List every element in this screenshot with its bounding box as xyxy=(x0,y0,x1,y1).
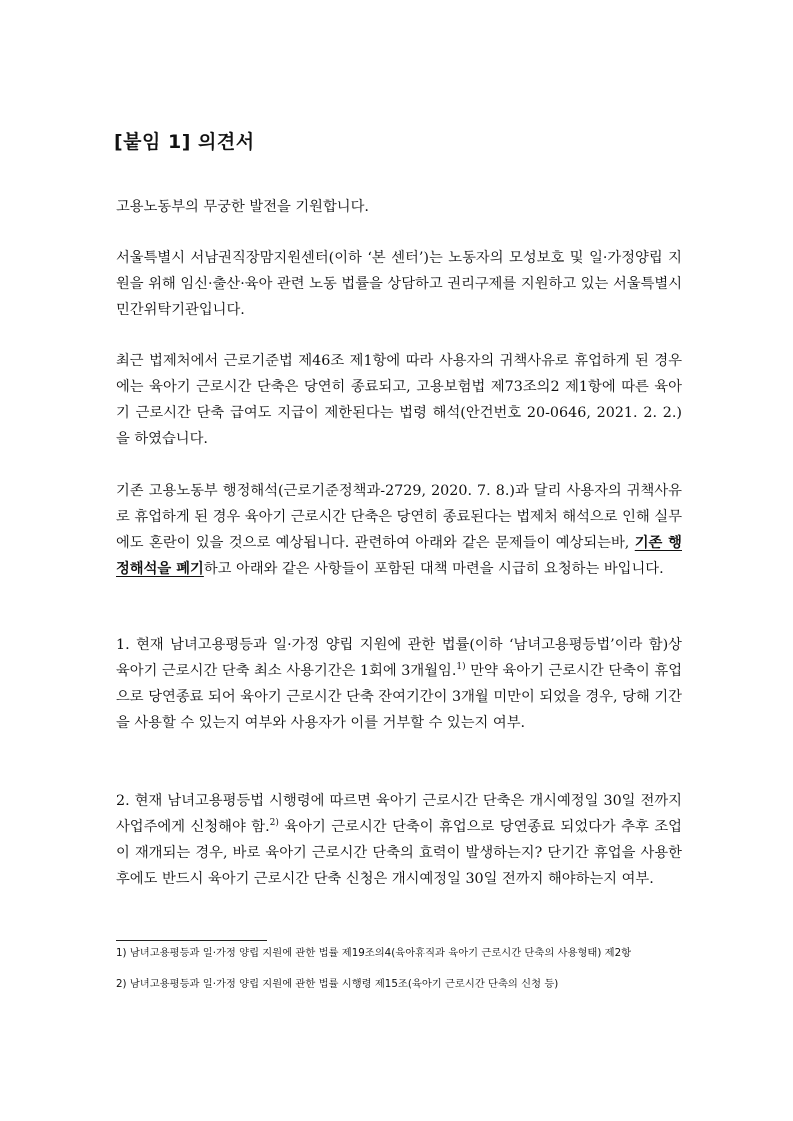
intro-paragraph: 서울특별시 서남권직장맘지원센터(이하 ‘본 센터’)는 노동자의 모성보호 및 일·가정양립 지원을 위해 임신·출산·육아 관련 노동 법률을 상담하고 권리구제를 지원하고 있는 서울특별시 민간위탁기관입니다. xyxy=(116,250,682,318)
item-1-text-continued: 만약 육아기 근로시간 단축이 휴업으로 당연종료 되어 육아기 근로시간 단축 잔여기간이 3개월 미만이 되었을 경우, 당해 기간을 사용할 수 있는지 여부와 사용자가 이를 거부할 수 있는지 여부. xyxy=(116,663,683,731)
request-text-after: 하고 아래와 같은 사항들이 포함된 대책 마련을 시급히 요청하는 바입니다. xyxy=(203,561,664,577)
footnote-1: 1) 남녀고용평등과 일·가정 양립 지원에 관한 법률 제19조의4(육아휴직과 육아기 근로시간 단축의 사용형태) 제2항 xyxy=(116,947,632,959)
item-2-paragraph xyxy=(116,788,682,892)
request-text-before: 기존 고용노동부 행정해석(근로기준정책과-2729, 2020. 7. 8.)과 달리 사용자의 귀책사유로 휴업하게 된 경우 육아기 근로시간 단축은 당연히 종료된다는 법제처 해석으로 인해 실무에도 혼란이 있을 것으로 예상됩니다. 관련하여 아래와 같은 문제들이 예상되는바, xyxy=(116,483,682,551)
document-title: [붙임 1] 의견서 xyxy=(114,131,255,153)
request-highlight: 기존 행정해석을 폐기 xyxy=(116,535,682,577)
item-1-paragraph xyxy=(116,632,682,736)
item-2-text-continued: 육아기 근로시간 단축이 휴업으로 당연종료 되었다가 추후 조업이 재개되는 경우, 바로 육아기 근로시간 단축의 효력이 발생하는지? 단기간 휴업을 사용한 후에도 반드시 육아기 근로시간 단축 신청은 개시예정일 30일 전까지 해야하는지 여부. xyxy=(116,819,682,887)
item-2-text: 2. 현재 남녀고용평등법 시행령에 따르면 육아기 근로시간 단축은 개시예정일 30일 전까지 사업주에게 신청해야 함. xyxy=(116,793,682,835)
footnote-ref-2[interactable]: 2) xyxy=(269,818,279,829)
footnote-ref-1[interactable]: 1) xyxy=(456,662,466,673)
item-1-text: 1. 현재 남녀고용평등과 일·가정 양립 지원에 관한 법률(이하 ‘남녀고용평등법’이라 함)상 육아기 근로시간 단축 최소 사용기간은 1회에 3개월임. xyxy=(116,637,682,679)
request-paragraph xyxy=(116,478,682,582)
greeting-paragraph: 고용노동부의 무궁한 발전을 기원합니다. xyxy=(116,199,369,215)
footnote-divider xyxy=(116,940,267,941)
footnote-2: 2) 남녀고용평등과 일·가정 양립 지원에 관한 법률 시행령 제15조(육아기 근로시간 단축의 신청 등) xyxy=(116,978,559,990)
background-paragraph: 최근 법제처에서 근로기준법 제46조 제1항에 따라 사용자의 귀책사유로 휴업하게 된 경우에는 육아기 근로시간 단축은 당연히 종료되고, 고용보험법 제73조의2 제1항에 따른 육아기 근로시간 단축 급여도 지급이 제한된다는 법령 해석(안건번호 20-0646, 2021. 2. 2.)을 하였습니다. xyxy=(116,353,682,447)
